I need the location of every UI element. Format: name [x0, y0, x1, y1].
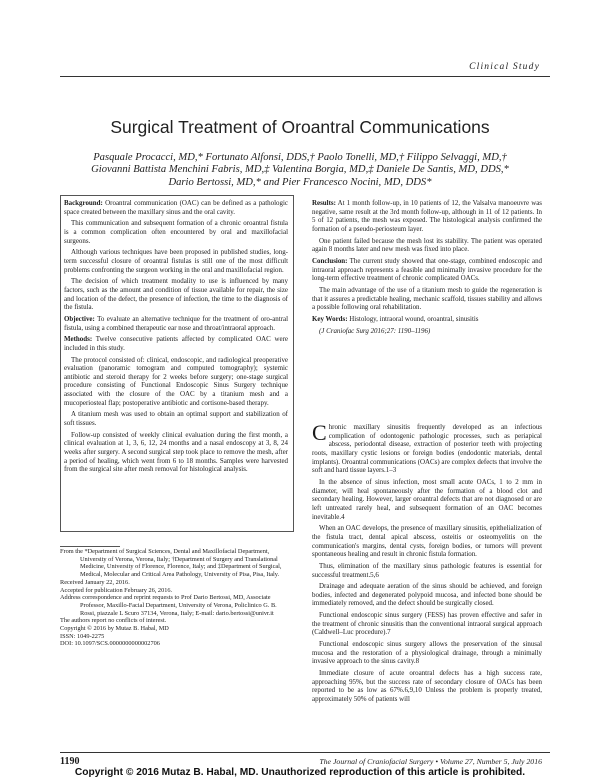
author-line: Pasquale Procacci, MD,* Fortunato Alfonsi, DDS,† Paolo Tonelli, MD,† Filippo Selvaggi, MD,†	[93, 152, 507, 163]
abstract-paragraph: A titanium mesh was used to obtain an optimal support and stabilization of soft tissues.	[64, 410, 288, 428]
citation: (J Craniofac Surg 2016;27: 1190–1196)	[319, 326, 431, 335]
body-paragraph: When an OAC develops, the presence of maxillary sinusitis, epithelialization of the fistula tract, dental apical abscess, osteitis or osteomyelitis on the communication's margins, dental cysts, foreign bodies, or tumors will prevent spontaneous healing and result in chronic fistula formation.	[312, 524, 542, 559]
footnote-rule	[60, 546, 120, 547]
footnote-affiliations: From the *Department of Surgical Sciences, Dental and Maxillofacial Department, University of Verona, Verona, Italy; †Department of Surgery and Translational Medicine, University of Florence, Florence, Italy; and ‡Department of Surgical, Medical, Molecular and Critical Area Pathology, University of Pisa, Pisa, Italy.	[60, 548, 282, 579]
section-label: Clinical Study	[469, 62, 540, 72]
body-paragraph: Functional endoscopic sinus surgery (FESS) has proven effective and safer in the treatment of chronic sinusitis than the conventional intraoral surgical approach (Caldwell–Luc procedure).7	[312, 611, 542, 637]
abstract-paragraph: The decision of which treatment modality to use is influenced by many factors, such as the amount and condition of tissue available for repair, the size and location of the defect, the presence of infection, the time to the diagnosis of the fistula.	[64, 277, 288, 312]
abstract-methods: Methods: Twelve consecutive patients affected by complicated OAC were included in this study.	[64, 335, 288, 352]
abstract-background: Background: Oroantral communication (OAC) can be defined as a pathologic space created between the maxillary sinus and the oral cavity.	[64, 199, 288, 216]
abstract-conclusion: Conclusion: The current study showed that one-stage, combined endoscopic and intraoral approach represents a feasible and minimally invasive procedure for the long-term effective treatment of chronic complicated OACs.	[312, 256, 543, 283]
abstract-left-column	[64, 199, 288, 477]
abstract-paragraph: Although various techniques have been proposed in published studies, long-term successful closure of oroantral fistulas is still one of the most difficult problems confronting the surgeon working in the oral and maxillofacial region.	[64, 248, 288, 274]
journal-line: The Journal of Craniofacial Surgery • Volume 27, Number 5, July 2016	[319, 757, 542, 766]
body-text-column	[312, 420, 542, 707]
drop-cap: C	[312, 420, 327, 445]
abstract-paragraph: One patient failed because the mesh lost its stability. The patient was operated again 8 months later and new mesh was fixed into place.	[312, 236, 542, 254]
copyright-banner: Copyright © 2016 Mutaz B. Habal, MD. Unauthorized reproduction of this article is prohibited.	[74, 767, 526, 778]
abstract-right-column	[312, 199, 542, 338]
header-rule	[60, 76, 550, 77]
footnote-conflicts: The authors report no conflicts of interest.	[60, 617, 167, 625]
body-paragraph: Functional endoscopic sinus surgery allows the preservation of the sinusal mucosa and the restoration of a physiological drainage, through a minimally invasive approach to the sinus cavity.8	[312, 640, 542, 666]
body-paragraph: Thus, elimination of the maxillary sinus pathologic features is essential for successful treatment.5,6	[312, 561, 542, 579]
abstract-paragraph: This communication and subsequent formation of a chronic oroantral fistula is a common complication often encountered by oral and maxillofacial surgeons.	[64, 219, 288, 245]
footnote-copyright: Copyright © 2016 by Mutaz B. Habal, MD	[60, 625, 169, 633]
author-line: Dario Bertossi, MD,* and Pier Francesco Nocini, MD, DDS*	[168, 176, 432, 188]
footnote-issn: ISSN: 1049-2275	[60, 632, 105, 640]
author-line: Giovanni Battista Menchini Fabris, MD,‡ Valentina Borgia, MD,‡ Daniele De Santis, MD, DDS,*	[91, 164, 509, 176]
body-paragraph: In the absence of sinus infection, most small acute OACs, 1 to 2 mm in diameter, will heal spontaneously after the formation of a blood clot and secondary healing. However, larger oroantral defects that are not diagnosed or are left untreated rarely heal, and subsequent formation of an OAC becomes inevitable.4	[312, 477, 542, 521]
author-list	[80, 152, 520, 189]
keywords: Key Words: Histology, intraoral wound, oroantral, sinusitis	[312, 314, 479, 323]
footnote-accepted: Accepted for publication February 26, 2016.	[60, 586, 173, 594]
body-paragraph: Immediate closure of acute oroantral defects has a high success rate, approaching 95%, but the success rate of secondary closure of OACs has been reported to be as low as 67%.6,9,10 Unless the problem is properly treated, approximately 50% of patients will	[312, 669, 542, 704]
footnotes	[60, 548, 292, 648]
body-paragraph: Chronic maxillary sinusitis frequently developed as an infectious complication of odontogenic pathologic processes, such as periapical abscess, periodontal disease, extraction of posterior teeth with projecting roots, maxillary cystic lesions or foreign bodies (endodontic materials, dental implants). Oroantral communications (OACs) are complex defects that involve the soft and hard tissue layers.1–3	[312, 420, 542, 475]
footnote-received: Received January 22, 2016.	[60, 578, 130, 586]
footer-rule	[60, 752, 550, 753]
page-number: 1190	[60, 756, 80, 767]
abstract-paragraph: Follow-up consisted of weekly clinical evaluation during the first month, a clinical evaluation at 1, 3, 6, 12, 24 months and a nasal endoscopy at 3, 8, 24 weeks after surgery. A second surgical step took place to remove the mesh, after a period of healing, which went from 6 to 18 months. Samples were harvested from the surgical site after mesh removal for histological analysis.	[64, 430, 288, 474]
footnote-address: Address correspondence and reprint requests to Prof Dario Bertossi, MD, Associate Professor, Maxillo-Facial Department, University of Verona, Policlinico G. B. Rossi, piazzale L Scuro 37134, Verona, Italy; E-mail: dario.bertossi@univr.it	[60, 594, 277, 617]
abstract-paragraph: The main advantage of the use of a titanium mesh to guide the regeneration is that it assures a predictable healing, mechanic scaffold, tissues stability and allows a possible following oral rehabilitation.	[312, 285, 542, 312]
article-title: Surgical Treatment of Oroantral Communications	[110, 117, 490, 137]
abstract-objective: Objective: To evaluate an alternative technique for the treatment of oro-antral fistula, using a combined therapeutic ear nose and throat/intraoral approach.	[64, 314, 289, 332]
abstract-results: Results: At 1 month follow-up, in 10 patients of 12, the Valsalva manoeuvre was negative, same result at the 3rd month follow-up, although in 11 of 12 patients. In 5 of 12 patients, the mesh was exposed. The histological analysis confirmed the formation of a pseudo-periosteum layer.	[312, 199, 542, 233]
abstract-paragraph: The protocol consisted of: clinical, endoscopic, and radiological preoperative evaluation (panoramic tomogram and computed tomography); systemic antibiotic and steroid therapy for 2 weeks before surgery; one-stage surgical procedure consisting of Functional Endoscopic Sinus Surgery technique associated with the closure of the OAC by a titanium mesh and a mucoperiosteal flap; postoperative antibiotic and cortisone-based therapy.	[64, 355, 288, 407]
footnote-doi: DOI: 10.1097/SCS.0000000000002706	[60, 640, 160, 648]
body-paragraph: Drainage and adequate aeration of the sinus should be achieved, and foreign bodies, infected and degenerated polypoid mucosa, and infected bone should be immediately removed, and the defect should be surgically closed.	[312, 582, 542, 608]
